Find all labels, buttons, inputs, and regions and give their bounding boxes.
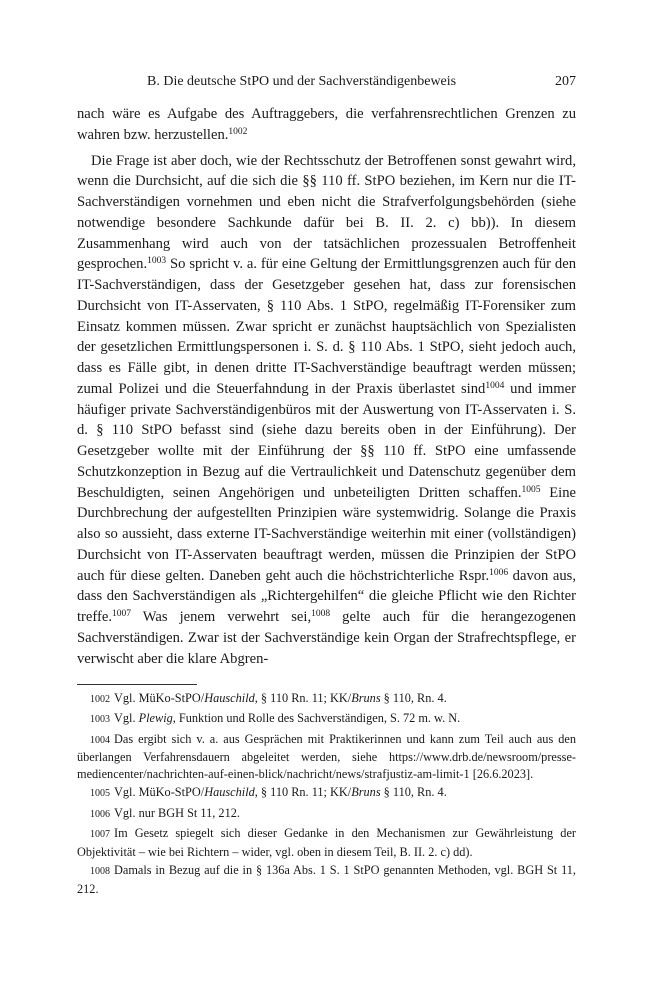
main-text — [77, 104, 576, 669]
footnote — [77, 805, 576, 824]
paragraph-text: davon aus, dass den Sachverständigen als „Richtergehilfen“ die gleiche Pflicht wie den Richter treffe. — [77, 567, 576, 625]
footnote-ref[interactable]: 1003 — [147, 256, 167, 267]
footnote-ref[interactable]: 1005 — [521, 484, 541, 495]
paragraph-text: Eine Durchbrechung der aufgestellten Prinzipien wäre systemwidrig. Solange die Praxis also so aussieht, dass externe IT-Sachverständige weiterhin mit einer (vollständigen) Durchsicht von IT-Asservaten beauftragt werden, müssen die Prinzipien der StPO auch für diese gelten. Daneben geht auch die höchstrichterliche Rspr. — [77, 484, 576, 584]
author-name: Bruns — [351, 691, 381, 705]
author-name: Hauschild — [204, 785, 255, 800]
footnote — [77, 825, 576, 861]
footnote-text: , § 110 Rn. 11; KK/ — [254, 785, 352, 800]
footnote — [77, 690, 576, 709]
footnote-text: Vgl. nur BGH St 11, 212. — [114, 805, 240, 820]
paragraph-text: und immer häufiger private Sachverständigenbüros mit der Auswertung von IT-Asservaten i. S. d. § 110 StPO befasst sind (siehe dazu bereits oben in der Einführung). Der Gesetzgeber wollte mit der Einführung der §§ 110 ff. StPO eine umfassende Schutzkonzeption in Bezug auf die Vertraulichkeit und Datenschutz gegenüber dem Beschuldigten, seinen Angehörigen und unbeteiligten Dritten schaffen. — [77, 380, 576, 501]
running-header-title: B. Die deutsche StPO und der Sachverständigenbeweis — [147, 74, 457, 89]
footnote-text: , § 110 Rn. 11; KK/ — [254, 691, 352, 705]
footnote-ref[interactable]: 1008 — [311, 609, 331, 619]
footnote-number: 1003 — [90, 714, 110, 726]
footnote-text: Damals in Bezug auf die in § 136a Abs. 1 S. 1 StPO genannten Methoden, vgl. BGH St 11, 212. — [77, 863, 576, 896]
footnote-text: , Funktion und Rolle des Sachverständigen, S. 72 m. w. N. — [172, 711, 461, 726]
paragraph-continuation — [77, 104, 576, 146]
footnotes — [77, 690, 576, 899]
footnote — [77, 710, 576, 729]
paragraph-text: Die Frage ist aber doch, wie der Rechtsschutz der Betroffenen sonst gewahrt wird, wenn die Durchsicht, auf die sich die §§ 110 ff. StPO beziehen, im Kern nur die IT-Sachverständigen vornehmen und eben nicht die Strafverfolgungsbehörden (siehe notwendige besondere Sachkunde dafür bei B. II. 2. c) bb)). In diesem Zusammenhang wird auch von der tatsächlichen prozessualen Betroffenheit gesprochen. — [77, 152, 576, 273]
footnote-text: § 110, Rn. 4. — [380, 691, 447, 705]
footnote-divider — [77, 684, 197, 685]
footnote-number: 1008 — [90, 866, 110, 878]
paragraph-text: gelte auch für die herangezogenen Sachverständigen. Zwar ist der Sachverständige kein Organ der Strafrechtspflege, er verwischt aber die klare Abgren- — [77, 609, 576, 667]
footnote-number: 1005 — [90, 788, 110, 800]
footnote-ref[interactable]: 1002 — [228, 126, 248, 137]
paragraph-text: So spricht v. a. für eine Geltung der Ermittlungsgrenzen auch für den IT-Sachverständigen, dass der Gesetzgeber gesehen hat, dass zur forensischen Durchsicht von IT-Asservaten, § 110 Abs. 1 StPO, regelmäßig IT-Forensiker zum Einsatz kommen müssen. Zwar spricht er zunächst hauptsächlich von Spezialisten der gesetzlichen Ermittlungspersonen i. S. d. § 110 Abs. 1 StPO, sieht jedoch auch, dass es Fälle gibt, in denen dritte IT-Sachverständige beauftragt werden müssen; zumal Polizei und die Steuerfahndung in der Praxis überlastet sind — [77, 256, 576, 397]
footnote — [77, 731, 576, 783]
footnote-text: Vgl. MüKo-StPO/ — [114, 785, 205, 800]
footnote-text: Vgl. MüKo-StPO/ — [114, 691, 205, 705]
footnote-number: 1004 — [90, 734, 110, 746]
footnote-ref[interactable]: 1004 — [485, 380, 505, 391]
footnote-number: 1007 — [90, 829, 110, 841]
paragraph-text: Was jenem verwehrt sei, — [130, 609, 312, 625]
footnote-number: 1006 — [90, 808, 110, 820]
footnote-text: Das ergibt sich v. a. aus Gesprächen mit Praktikerinnen und kann zum Teil auch aus den überlangen Verfahrensdauern abgeleitet werden, siehe https://www.drb.de/newsroom/presse-mediencenter/nachrichten-auf-einen-blick/nachricht/news/strafjustiz-am-limit-1 [26.6.2023]. — [77, 731, 576, 782]
author-name: Bruns — [351, 785, 381, 800]
footnote-number: 1002 — [90, 694, 110, 705]
running-header — [77, 72, 576, 92]
footnote-ref[interactable]: 1006 — [489, 567, 509, 578]
footnote-text: Im Gesetz spiegelt sich dieser Gedanke in den Mechanismen zur Gewährleistung der Objektivität – wie bei Richtern – wider, vgl. oben in diesem Teil, B. II. 2. c) dd). — [77, 826, 576, 859]
footnote-text: § 110, Rn. 4. — [380, 785, 447, 800]
paragraph — [77, 151, 576, 670]
footnote — [77, 784, 576, 803]
author-name: Hauschild — [204, 691, 255, 705]
paragraph-text: nach wäre es Aufgabe des Auftraggebers, die verfahrensrechtlichen Grenzen zu wahren bzw. herzustellen. — [77, 106, 576, 143]
footnote-text: Vgl. — [114, 711, 139, 726]
footnote — [77, 862, 576, 898]
footnote-ref[interactable]: 1007 — [111, 609, 131, 619]
page-number: 207 — [555, 74, 576, 89]
author-name: Plewig — [138, 711, 173, 726]
